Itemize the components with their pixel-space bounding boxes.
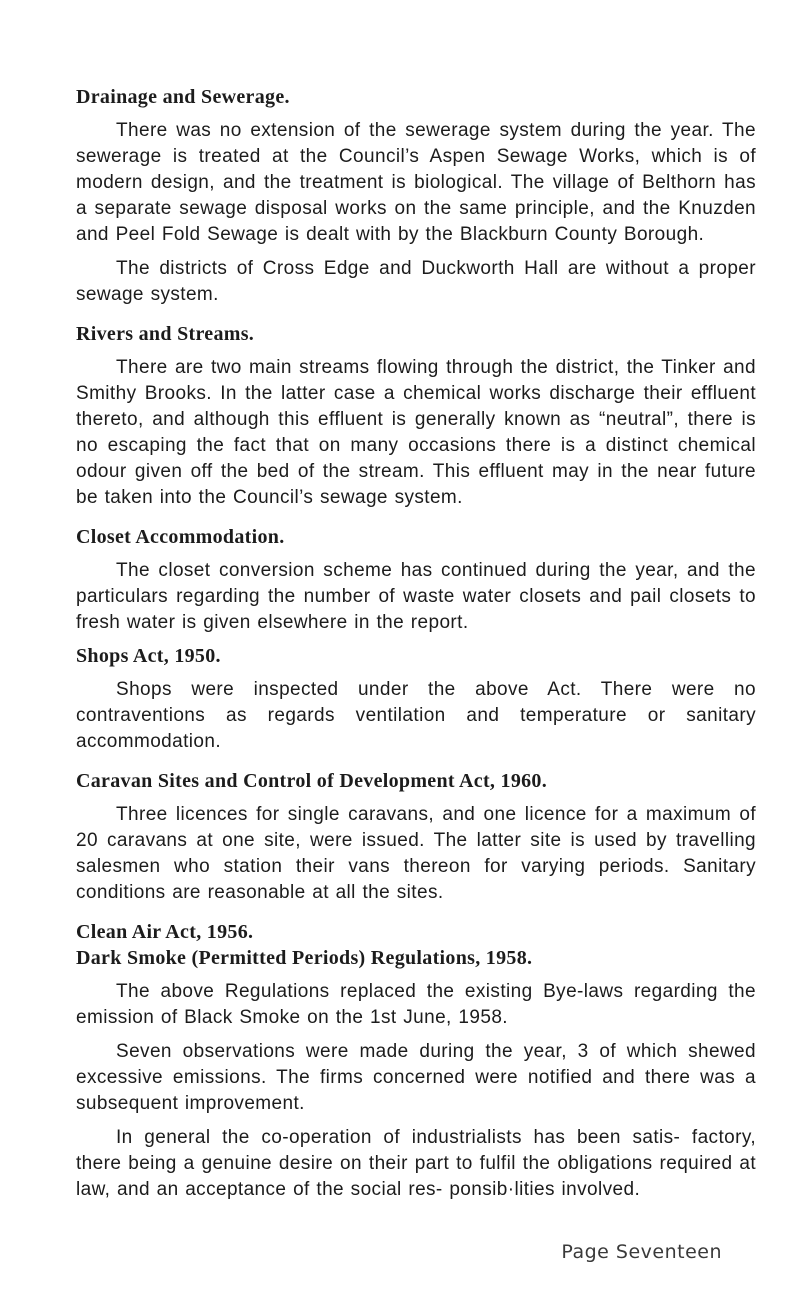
section-heading: Drainage and Sewerage.: [76, 86, 290, 108]
paragraph: Three licences for single caravans, and one licence for a maximum of 20 caravans at one site, were issued. The latter site is used by travelling salesmen who station their vans thereon for varying periods. Sanitary conditions are reasonable at all the sites.: [76, 804, 756, 903]
paragraph: The districts of Cross Edge and Duckworth Hall are without a proper sewage system.: [76, 258, 756, 305]
section-shops-act: [76, 644, 756, 755]
paragraph: The above Regulations replaced the existing Bye-laws regarding the emission of Black Smoke on the 1st June, 1958.: [76, 981, 756, 1028]
section-rivers-streams: [76, 322, 756, 511]
paragraph: Seven observations were made during the year, 3 of which shewed excessive emissions. The firms concerned were notified and there was a subsequent improvement.: [76, 1041, 756, 1114]
document-page: [76, 85, 756, 1211]
section-subheading: Dark Smoke (Permitted Periods) Regulations, 1958.: [76, 947, 533, 969]
section-caravan-sites: [76, 769, 756, 906]
section-heading: Clean Air Act, 1956.: [76, 921, 254, 943]
paragraph: There are two main streams flowing through the district, the Tinker and Smithy Brooks. In the latter case a chemical works discharge their effluent thereto, and although this effluent is generally known as “neutral”, there is no escaping the fact that on many occasions there is a distinct chemical odour given off the bed of the stream. This effluent may in the near future be taken into the Council’s sewage system.: [76, 357, 756, 508]
page-number-label: Page Seventeen: [561, 1241, 722, 1263]
section-clean-air-act: [76, 920, 756, 1203]
paragraph: Shops were inspected under the above Act. There were no contraventions as regards ventilation and temperature or sanitary accommodation.: [76, 679, 756, 752]
paragraph: The closet conversion scheme has continued during the year, and the particulars regarding the number of waste water closets and pail closets to fresh water is given elsewhere in the report.: [76, 560, 756, 633]
paragraph: In general the co-operation of industrialists has been satis- factory, there being a genuine desire on their part to fulfil the obligations required at law, and an acceptance of the social res- ponsib·lities involved.: [76, 1127, 756, 1200]
paragraph: There was no extension of the sewerage system during the year. The sewerage is treated at the Council’s Aspen Sewage Works, which is of modern design, and the treatment is biological. The village of Belthorn has a separate sewage disposal works on the same principle, and the Knuzden and Peel Fold Sewage is dealt with by the Blackburn County Borough.: [76, 120, 756, 245]
section-drainage-sewerage: [76, 85, 756, 308]
section-heading: Caravan Sites and Control of Development Act, 1960.: [76, 770, 548, 792]
section-heading: Rivers and Streams.: [76, 323, 255, 345]
section-heading: Closet Accommodation.: [76, 526, 285, 548]
section-closet-accommodation: [76, 525, 756, 636]
section-heading: Shops Act, 1950.: [76, 645, 221, 667]
